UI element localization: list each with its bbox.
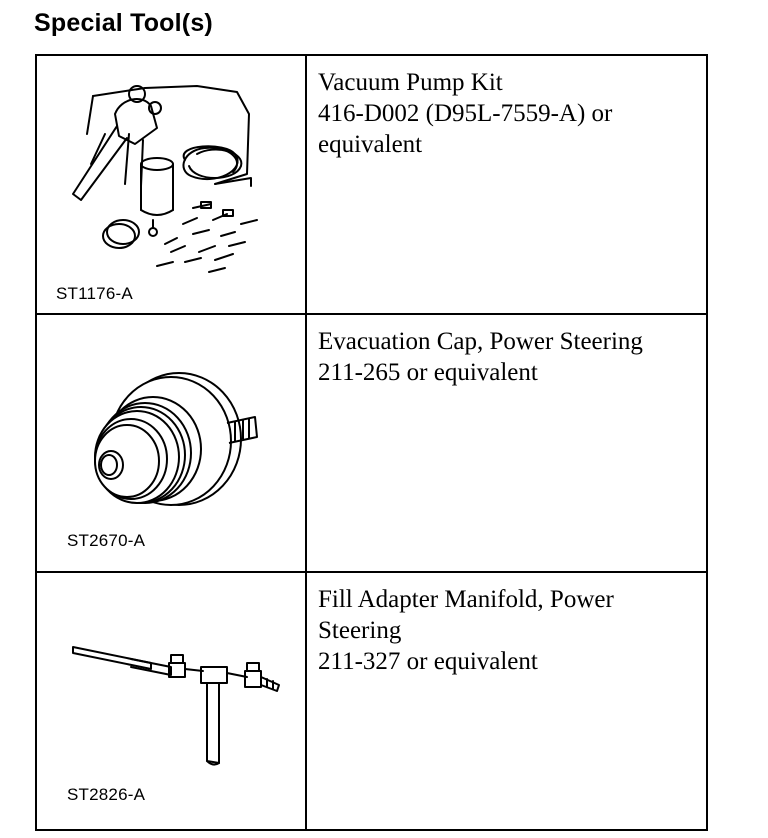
tool-code: ST2670-A — [67, 531, 146, 550]
fill-adapter-manifold-illustration — [71, 633, 281, 773]
tool-row — [36, 55, 707, 314]
tool-image-cell — [36, 314, 306, 572]
tool-description — [307, 315, 706, 388]
tool-code: ST1176-A — [56, 284, 133, 303]
tool-row — [36, 314, 707, 572]
tool-description — [307, 573, 706, 677]
tool-name: Fill Adapter Manifold, Power — [318, 586, 614, 613]
tool-description — [307, 56, 706, 160]
tool-description-cell — [306, 572, 707, 830]
tool-image-cell — [36, 55, 306, 314]
tool-description-cell — [306, 314, 707, 572]
tool-part-number: 416-D002 (D95L-7559-A) or — [318, 100, 613, 127]
tool-part-number: 211-265 or equivalent — [318, 359, 538, 386]
tool-name: Evacuation Cap, Power Steering — [318, 328, 643, 355]
vacuum-pump-kit-illustration — [65, 74, 265, 274]
tool-part-number: 211-327 or equivalent — [318, 648, 538, 675]
special-tools-table — [35, 54, 708, 831]
tool-description-cell — [306, 55, 707, 314]
tool-name: Vacuum Pump Kit — [318, 69, 503, 96]
tool-code: ST2826-A — [67, 785, 146, 804]
tool-name-continued: Steering — [318, 617, 402, 644]
page-title: Special Tool(s) — [34, 9, 213, 37]
tool-row — [36, 572, 707, 830]
tool-part-suffix: equivalent — [318, 131, 423, 158]
tool-image-cell — [36, 572, 306, 830]
evacuation-cap-illustration — [87, 365, 267, 515]
